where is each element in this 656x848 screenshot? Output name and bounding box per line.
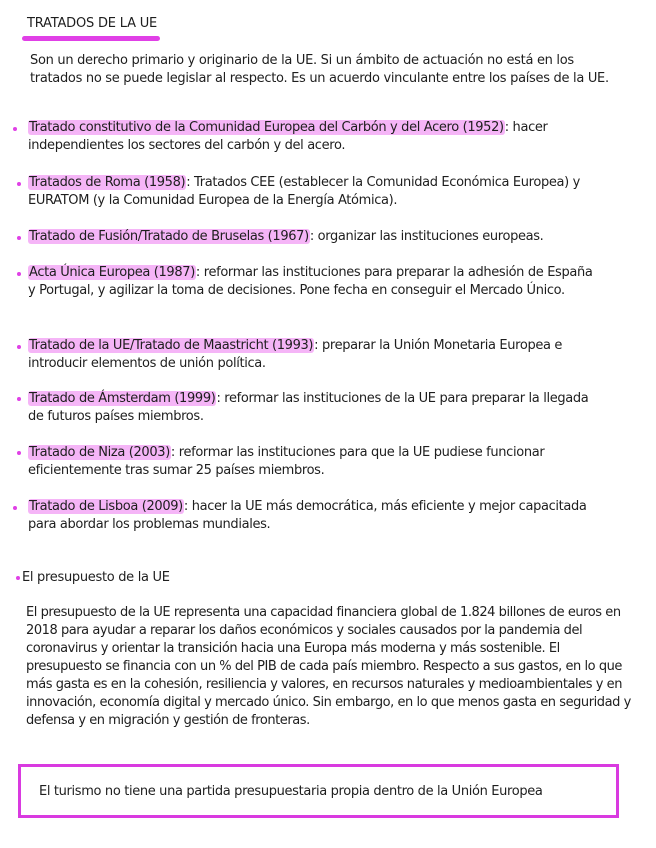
treaty-description: : organizar las instituciones europeas.: [309, 229, 544, 244]
treaty-description: : reformar las instituciones para preparar la adhesión de España y Portugal, y agilizar la toma de decisiones. Pone fecha en conseguir el Mercado Único.: [28, 265, 593, 298]
note-text: El turismo no tiene una partida presupuestaria propia dentro de la Unión Europea: [39, 784, 543, 799]
bullet-dot: [17, 182, 21, 186]
treaty-description: : Tratados CEE (establecer la Comunidad Económica Europea) y EURATOM (y la Comunidad Europea de la Energía Atómica).: [28, 175, 581, 208]
treaty-description: : hacer la UE más democrática, más eficiente y mejor capacitada para abordar los problemas mundiales.: [28, 499, 587, 532]
treaty-name: Tratado de Niza (2003): [29, 445, 170, 460]
bullet-dot: [13, 127, 17, 131]
bullet-dot: [17, 236, 21, 240]
treaty-name: Tratado de Lisboa (2009): [29, 499, 183, 514]
budget-paragraph: El presupuesto de la UE representa una capacidad financiera global de 1.824 billones de euros en 2018 para ayudar a reparar los daños económicos y sociales causados por la pandemia del coronavirus y orientar la transición hacia una Europa más moderna y más sostenible. El presupuesto se financia con un % del PIB de cada país miembro. Respecto a sus gastos, en lo que más gasta es en la cohesión, resiliencia y valores, en recursos naturales y medioambientales y en innovación, economía digital y mercado único. Sin embargo, en lo que menos gasta en seguridad y defensa y en migración y gestión de fronteras.: [26, 605, 631, 728]
treaty-description: : reformar las instituciones de la UE para preparar la llegada de futuros países miembros.: [28, 391, 589, 424]
treaty-name: Tratado de Fusión/Tratado de Bruselas (1967): [29, 229, 309, 244]
bullet-dot: [17, 345, 21, 349]
bullet-dot: [13, 506, 17, 510]
treaty-name: Tratado de Ámsterdam (1999): [29, 391, 216, 406]
intro-paragraph: Son un derecho primario y originario de la UE. Si un ámbito de actuación no está en los tratados no se puede legislar al respecto. Es un acuerdo vinculante entre los países de la UE.: [30, 53, 609, 86]
treaty-name: Tratado de la UE/Tratado de Maastricht (1993): [29, 338, 314, 353]
treaty-item: [28, 119, 608, 155]
title-underline: [22, 36, 160, 41]
note-box: [18, 764, 619, 818]
treaty-item: [28, 337, 588, 373]
treaty-item: [28, 498, 600, 534]
bullet-dot: [17, 397, 21, 401]
treaty-name: Tratado constitutivo de la Comunidad Europea del Carbón y del Acero (1952): [29, 120, 504, 135]
page-title: TRATADOS DE LA UE: [27, 16, 158, 31]
bullet-dot: [17, 272, 21, 276]
bullet-dot: [16, 576, 20, 580]
treaty-description: : hacer independientes los sectores del carbón y del acero.: [28, 120, 548, 153]
treaty-item: [28, 444, 600, 480]
treaty-item: [28, 174, 608, 210]
treaty-description: : reformar las instituciones para que la UE pudiese funcionar eficientemente tras sumar 25 países miembros.: [28, 445, 545, 478]
treaty-item: [28, 390, 600, 426]
treaty-description: : preparar la Unión Monetaria Europea e introducir elementos de unión política.: [28, 338, 563, 371]
treaty-item: [28, 228, 648, 246]
bullet-dot: [17, 451, 21, 455]
treaty-name: Acta Única Europea (1987): [29, 265, 195, 280]
treaty-name: Tratados de Roma (1958): [29, 175, 186, 190]
budget-heading: El presupuesto de la UE: [22, 570, 170, 585]
treaty-item: [28, 264, 600, 300]
